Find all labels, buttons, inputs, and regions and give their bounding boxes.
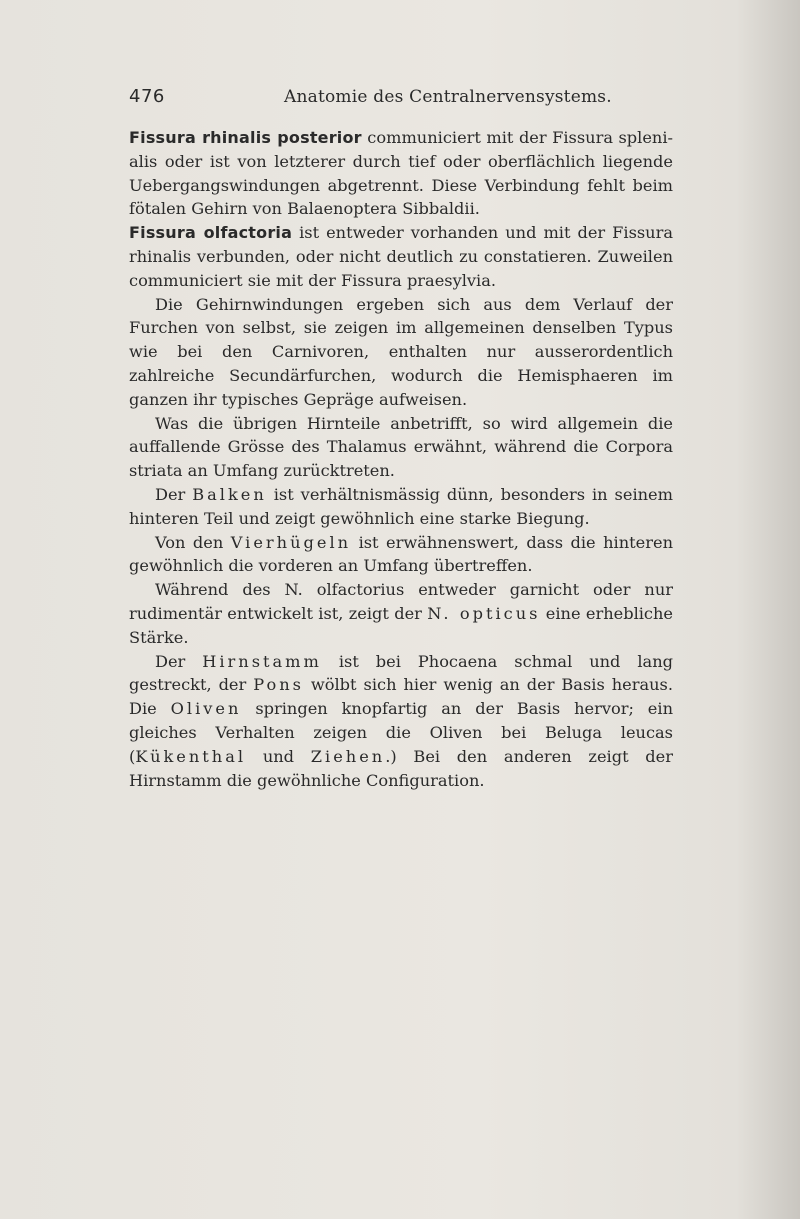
- paragraph-text: ist verhältnismässig dünn, besonders in seinem hinteren Teil und zeigt gewöhnlich eine starke Biegung.: [129, 484, 673, 528]
- paragraph-vierhuegel: [129, 531, 673, 579]
- paragraph-text: ist entweder vorhanden und mit der Fissura rhinalis verbunden, oder nicht deutlich zu constatieren. Zuweilen communiciert sie mit der Fissura praesylvia.: [129, 223, 673, 290]
- spaced-term: Balken: [192, 484, 267, 504]
- body-text: [129, 126, 673, 792]
- paragraph-fissura-olfactoria: [129, 221, 673, 292]
- spaced-term: Oliven: [170, 699, 242, 719]
- paragraph-text: communiciert mit der Fissura splenialis oder ist von letzterer durch tief oder oberflächlich liegende Uebergangswindungen abgetrennt. Diese Verbindung fehlt beim fötalen Gehirn von Balaenoptera Sibbaldii.: [129, 128, 673, 219]
- paragraph-text: Von den: [155, 532, 231, 552]
- spaced-term: Pons: [253, 675, 304, 695]
- paragraph-text: ist erwähnenswert, dass die hinteren gewöhnlich die vorderen an Umfang übertreffen.: [129, 532, 673, 576]
- spaced-term: N. opticus: [427, 603, 541, 623]
- page-number: 476: [129, 86, 165, 107]
- paragraph-text: und: [246, 746, 311, 766]
- paragraph-balken: [129, 483, 673, 531]
- term-heading: Fissura olfactoria: [129, 223, 293, 243]
- spaced-author: Ziehen: [310, 746, 386, 766]
- paragraph-text: Der: [155, 484, 193, 504]
- paragraph-fissura-rhinalis-posterior: [129, 126, 673, 221]
- paragraph-text: ist bei Phocaena schmal und lang gestreckt, der: [129, 651, 673, 695]
- running-head: Anatomie des Centralnervensystems.: [284, 87, 612, 107]
- paragraph-text: eine erhebliche Stärke.: [129, 603, 674, 647]
- paragraph-text: wölbt sich hier wenig an der Basis heraus. Die: [129, 675, 673, 719]
- page-header: [129, 86, 669, 112]
- term-heading: Fissura rhinalis posterior: [129, 128, 362, 147]
- spaced-author: Kükenthal: [135, 746, 247, 766]
- paragraph-nerven: [129, 578, 673, 649]
- paragraph-hirnstamm: [129, 650, 673, 793]
- paragraph-hirnteile: Was die übrigen Hirnteile anbetrifft, so wird allgemein die auffallende Grösse des Thalamus erwähnt, während die Corpora striata an Umfang zurücktreten.: [129, 413, 673, 481]
- paragraph-text: Der: [155, 651, 203, 671]
- paragraph-text: springen knopfartig an der Basis hervor; ein gleiches Verhalten zeigen die Oliven bei Beluga leucas (: [129, 699, 673, 766]
- paragraph-text: Während des N. olfactorius entweder garnicht oder nur rudimentär entwickelt ist, zeigt der: [129, 580, 673, 623]
- spaced-term: Vierhügeln: [230, 532, 352, 552]
- paragraph-text: .) Bei den anderen zeigt der Hirnstamm die gewöhnliche Configuration.: [129, 746, 673, 790]
- spaced-term: Hirnstamm: [202, 651, 322, 671]
- paragraph-gehirnwindungen: Die Gehirnwindungen ergeben sich aus dem Verlauf der Furchen von selbst, sie zeigen im allgemeinen denselben Typus wie bei den Carnivoren, enthalten nur ausserordentlich zahlreiche Secundärfurchen, wodurch die Hemisphaeren im ganzen ihr typisches Gepräge aufweisen.: [129, 294, 673, 409]
